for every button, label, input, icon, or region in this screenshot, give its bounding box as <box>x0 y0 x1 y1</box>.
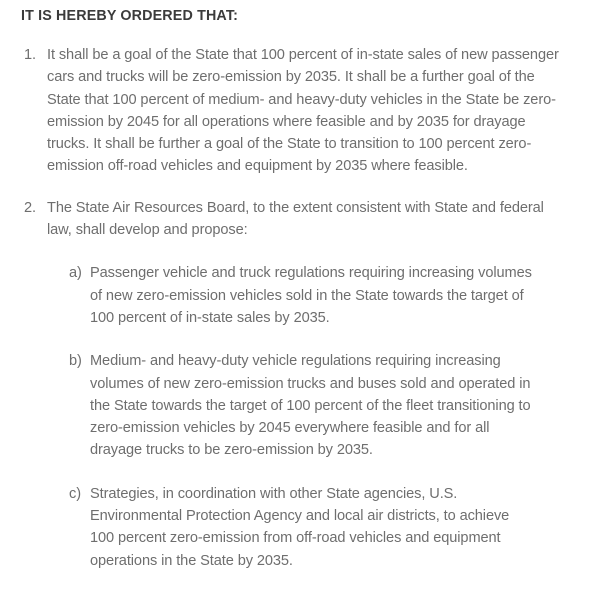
sub-list-item-marker: a) <box>69 265 82 282</box>
list-item <box>0 197 600 572</box>
list-item-text: It shall be a goal of the State that 100 percent of in-state sales of new passenger cars and trucks will be zero-emission by 2035. It shall be a further goal of the State that 100 percent of medium- and heavy-duty vehicles in the State be zero-emission by 2045 for all operations where feasible and by 2035 for drayage trucks. It shall be further a goal of the State to transition to 100 percent zero-emission off-road vehicles and equipment by 2035 where feasible. <box>47 47 559 175</box>
sub-list-item <box>47 350 567 461</box>
sub-list-item-text: Medium- and heavy-duty vehicle regulations requiring increasing volumes of new zero-emission trucks and buses sold and operated in the State towards the target of 100 percent of the fleet transitioning to zero-emission vehicles by 2045 everywhere feasible and for all drayage trucks to be zero-emission by 2035. <box>90 353 531 459</box>
sub-list-item-text: Passenger vehicle and truck regulations requiring increasing volumes of new zero-emission vehicles sold in the State towards the target of 100 percent of in-state sales by 2035. <box>90 265 532 326</box>
list-item-marker: 2. <box>24 199 36 216</box>
sub-list-item-marker: c) <box>69 485 81 502</box>
sub-list-item <box>47 483 567 572</box>
list-item-text: The State Air Resources Board, to the extent consistent with State and federal law, shall develop and propose: <box>47 199 544 239</box>
sub-list-item-text: Strategies, in coordination with other State agencies, U.S. Environmental Protection Agency and local air districts, to achieve 100 percent zero-emission from off-road vehicles and equipment operations in the State by 2035. <box>90 485 510 569</box>
list-item <box>0 44 600 178</box>
ordered-list <box>0 44 600 591</box>
sub-list-item <box>47 262 567 329</box>
page-title: IT IS HEREBY ORDERED THAT: <box>21 8 239 24</box>
sub-list-item-marker: b) <box>69 353 82 370</box>
sub-list <box>47 262 567 572</box>
list-item-marker: 1. <box>24 47 36 63</box>
